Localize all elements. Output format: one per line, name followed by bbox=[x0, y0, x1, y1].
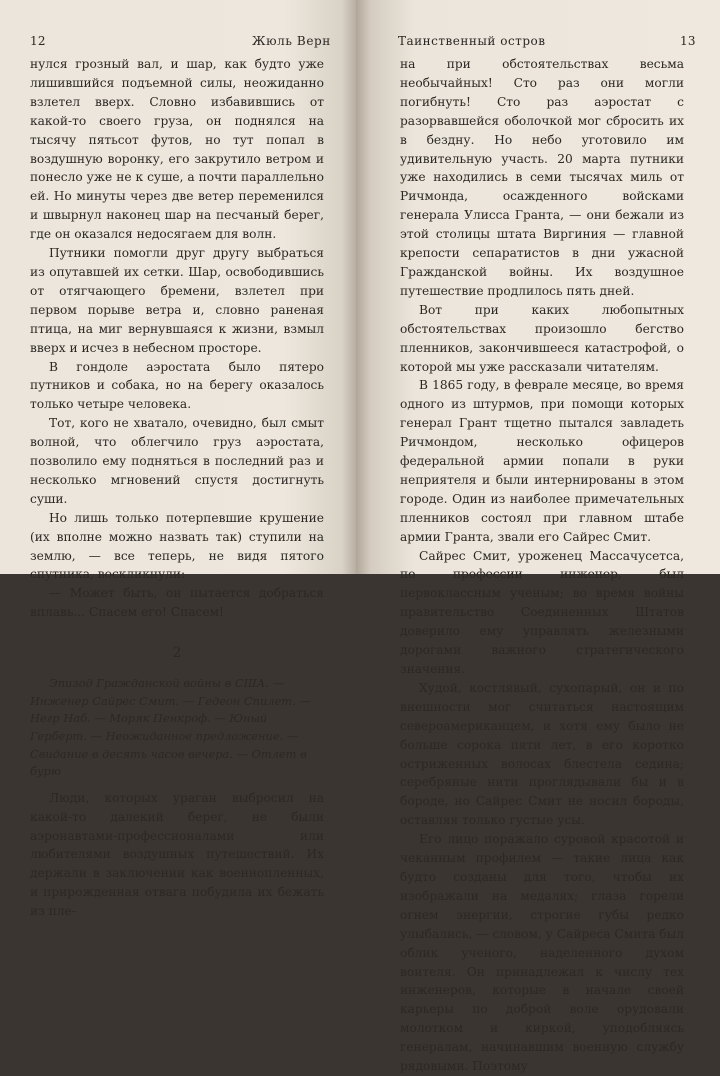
page-number: 12 bbox=[30, 34, 46, 48]
paragraph: нулся грозный вал, и шар, как будто уже лишившийся подъемной силы, неожиданно взлетел вверх. Словно избавившись от какой-то своего груза, он поднялся на тысячу пятьсот футов, но тут попал в воздушную воронку, его закрутило ветром и понесло уже не к суше, а почти параллельно ей. Но минуты через две ветер переменился и швырнул наконец шар на песчаный берег, где он оказался недосягаем для волн. bbox=[30, 57, 324, 242]
right-page bbox=[356, 0, 720, 1074]
body-text bbox=[30, 55, 324, 921]
paragraph: Тот, кого не хватало, очевидно, был смыт волной, что облегчило груз аэростата, позволило ему подняться в последний раз и несколько мгновений спустя достигнуть суши. bbox=[30, 416, 324, 506]
paragraph: Путники помогли друг другу выбраться из опутавшей их сетки. Шар, освободившись от отягчающего бремени, взлетел при первом порыве ветра и, словно раненая птица, на миг вернувшаяся к жизни, взмыл вверх и исчез в небесном просторе. bbox=[30, 246, 324, 355]
paragraph: — Может быть, он пытается добраться вплавь... Спасем его! Спасем! bbox=[30, 586, 324, 620]
page-number: 13 bbox=[680, 34, 696, 48]
chapter-summary: Эпизод Гражданской войны в США. — Инженер Сайрес Смит. — Гедеон Спилет. — Негр Наб. — Моряк Пенкроф. — Юный Герберт. — Неожиданное предложение. — Свидание в десять часов вечера. — Отлет в бурю bbox=[30, 676, 311, 779]
running-head: Таинственный остров bbox=[398, 34, 546, 48]
paragraph: В гондоле аэростата было пятеро путников и собака, но на берегу оказалось только четыре человека. bbox=[30, 359, 324, 412]
left-page bbox=[0, 0, 356, 919]
running-head: Жюль Верн bbox=[252, 34, 331, 48]
paragraph: В 1865 году, в феврале месяце, во время одного из штурмов, при помощи которых генерал Грант тщетно пытался завладеть Ричмондом, несколько офицеров федеральной армии попали в руки неприятеля и были интернированы в этом городе. Один из наиболее примечательных пленников состоял при главном штабе армии Гранта, звали его Сайрес Смит. bbox=[400, 378, 684, 544]
paragraph: Его лицо поражало суровой красотой и чеканным профилем — такие лица как будто созданы для того, чтобы их изображали на медалях; глаза горели огнем энергии, строгие губы редко улыбались, — словом, у Сайреса Смита был облик ученого, наделенного духом воителя. Он принадлежал к числу тех инженеров, которые в начале своей карьеры по доброй воле орудовали молотком и киркой, уподобляясь генералам, начинавшим военную службу рядовыми. Поэтому bbox=[400, 832, 685, 1074]
paragraph: Люди, которых ураган выбросил на какой-то далекий берег, не были аэронавтами-профессионалами или любителями воздушных путешествий. Их держали в заключении как военнопленных, и прирожденная отвага побудила их бежать из пле- bbox=[30, 790, 324, 919]
chapter-number: 2 bbox=[172, 645, 182, 662]
paragraph: на при обстоятельствах весьма необычайных! Сто раз они могли погибнуть! Сто раз аэростат с разорвавшейся оболочкой мог сбросить их в бездну. Но небо уготовило им удивительную участь. 20 марта путники уже находились в семи тысячах миль от Ричмонда, осажденного войсками генерала Улисса Гранта, — они бежали из этой столицы штата Виргиния — главной крепости сепаратистов в дни ужасной Гражданской войны. Их воздушное путешествие продлилось пять дней. bbox=[400, 57, 684, 298]
paragraph: Сайрес Смит, уроженец Массачусетса, по профессии инженер, был первоклассным ученым; во время войны правительство Соединенных Штатов доверило ему управлять железными дорогами важного стратегического значения. bbox=[400, 548, 684, 676]
paragraph: Худой, костлявый, сухопарый, он и по внешности мог считаться настоящим североамериканцем, и хотя ему было не больше сорока пяти лет, в его коротко остриженных волосах блестела седина; серебряные нити проглядывали бы и в бороде, но Сайрес Смит не носил бороды, оставляя только густые усы. bbox=[400, 680, 684, 828]
paragraph: Но лишь только потерпевшие крушение (их вполне можно назвать так) ступили на землю, — все теперь, не видя пятого спутника, воскликнули: bbox=[30, 510, 324, 582]
paragraph: Вот при каких любопытных обстоятельствах произошло бегство пленников, закончившееся катастрофой, о которой мы уже рассказали читателям. bbox=[400, 302, 684, 374]
body-text bbox=[400, 55, 684, 1076]
